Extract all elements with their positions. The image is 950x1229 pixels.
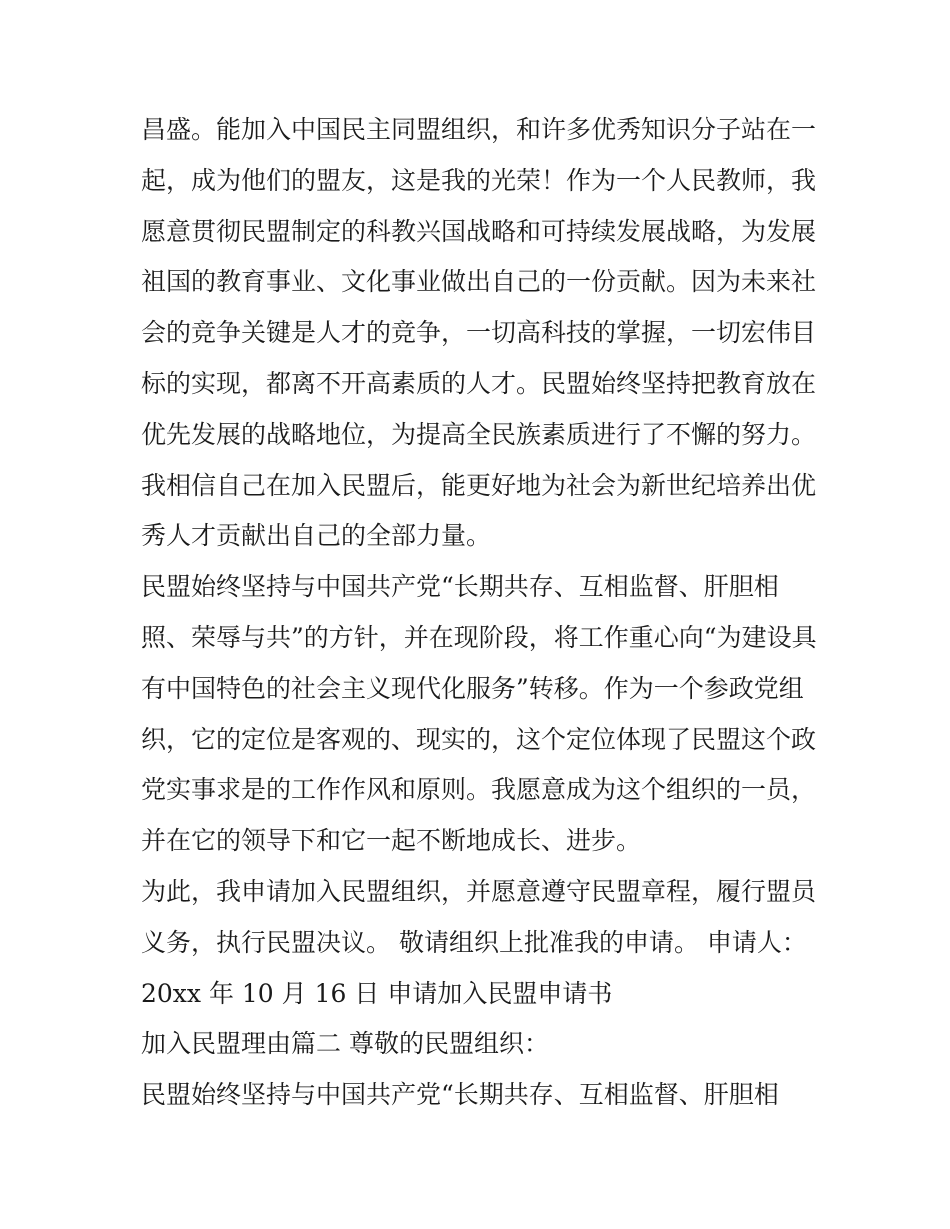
text-line: 昌盛。能加入中国民主同盟组织，和许多优秀知识分子站在一 <box>141 115 817 144</box>
text-line: 为此，我申请加入民盟组织，并愿意遵守民盟章程，履行盟员 <box>141 876 817 906</box>
text-line: 起，成为他们的盟友，这是我的光荣！作为一个人民教师，我 <box>141 165 817 195</box>
text-line: 祖国的教育事业、文化事业做出自己的一份贡献。因为未来社 <box>141 267 817 297</box>
text-line: 民盟始终坚持与中国共产党“长期共存、互相监督、肝胆相 <box>141 1080 779 1110</box>
text-line: 愿意贯彻民盟制定的科教兴国战略和可持续发展战略，为发展 <box>141 216 817 246</box>
text-line: 义务，执行民盟决议。 敬请组织上批准我的申请。 申请人： <box>141 927 807 957</box>
text-line: 党实事求是的工作作风和原则。我愿意成为这个组织的一员， <box>141 775 817 805</box>
text-line: 照、荣辱与共”的方针，并在现阶段，将工作重心向“为建设具 <box>141 622 817 652</box>
text-line: 民盟始终坚持与中国共产党“长期共存、互相监督、肝胆相 <box>141 572 779 602</box>
text-line: 20xx 年 10 月 16 日 申请加入民盟申请书 <box>141 978 613 1008</box>
text-line: 我相信自己在加入民盟后，能更好地为社会为新世纪培养出优 <box>141 470 817 500</box>
text-line: 标的实现，都离不开高素质的人才。民盟始终坚持把教育放在 <box>141 368 817 398</box>
text-line: 优先发展的战略地位，为提高全民族素质进行了不懈的努力。 <box>141 419 817 449</box>
text-line: 织，它的定位是客观的、现实的，这个定位体现了民盟这个政 <box>141 724 817 754</box>
text-line: 加入民盟理由篇二 尊敬的民盟组织： <box>141 1029 549 1059</box>
text-line: 并在它的领导下和它一起不断地成长、进步。 <box>141 826 642 856</box>
text-line: 秀人才贡献出自己的全部力量。 <box>141 521 492 551</box>
document-body <box>141 105 821 1121</box>
text-line: 会的竞争关键是人才的竞争，一切高科技的掌握，一切宏伟目 <box>141 318 817 348</box>
text-line: 有中国特色的社会主义现代化服务”转移。作为一个参政党组 <box>141 673 804 703</box>
